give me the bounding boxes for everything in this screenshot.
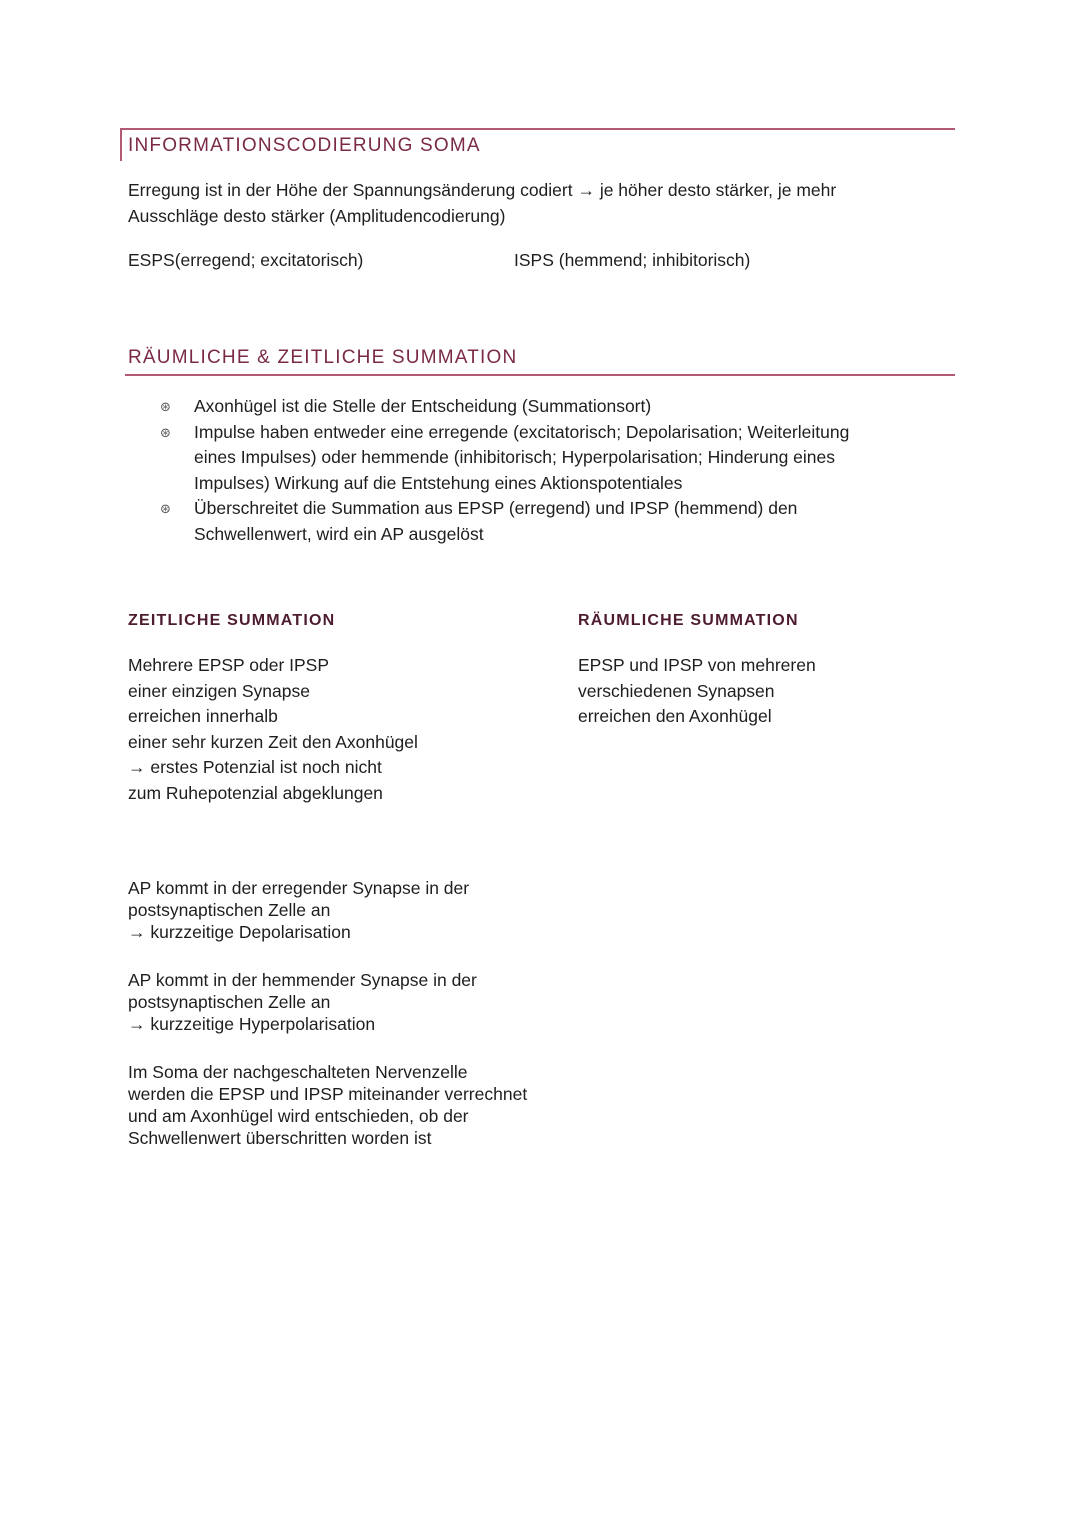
raeumliche-summation-heading: RÄUMLICHE SUMMATION [578, 612, 799, 629]
raeumliche-summation-text [578, 653, 816, 730]
section-heading-summation: RÄUMLICHE & ZEITLICHE SUMMATION [128, 347, 518, 368]
section-rule [120, 128, 955, 130]
list-item [160, 420, 960, 497]
text-line: EPSP und IPSP von mehreren [578, 655, 816, 675]
paragraph-line: Ausschläge desto stärker (Amplitudencodierung) [128, 205, 506, 226]
zeitliche-summation-heading: ZEITLICHE SUMMATION [128, 612, 336, 629]
text-line: verschiedenen Synapsen [578, 680, 775, 701]
bullet-line: Impulse haben entweder eine erregende (excitatorisch; Depolarisation; Weiterleitung [194, 421, 850, 442]
list-item [160, 496, 960, 547]
bullet-icon: ⊛ [160, 424, 171, 440]
text-line: postsynaptischen Zelle an [128, 992, 331, 1012]
note-hyperpolarisation [128, 969, 477, 1035]
text-line: AP kommt in der hemmender Synapse in der [128, 970, 477, 990]
text-line: postsynaptischen Zelle an [128, 900, 331, 920]
note-depolarisation [128, 877, 469, 943]
bullet-text [194, 496, 797, 547]
text-line: werden die EPSP und IPSP miteinander verrechnet [128, 1084, 528, 1104]
bullet-line: Überschreitet die Summation aus EPSP (erregend) und IPSP (hemmend) den [194, 498, 798, 518]
text-line: zum Ruhepotenzial abgeklungen [128, 782, 383, 803]
text-line: einer sehr kurzen Zeit den Axonhügel [128, 731, 418, 752]
zeitliche-summation-text [128, 653, 418, 806]
text-line: AP kommt in der erregender Synapse in der [128, 878, 470, 898]
bullet-icon: ⊛ [160, 399, 171, 414]
text-line: → kurzzeitige Hyperpolarisation [128, 1014, 376, 1034]
summation-bullet-list [160, 394, 960, 547]
esps-label: ESPS(erregend; excitatorisch) [128, 250, 364, 270]
bullet-line: Impulses) Wirkung auf die Entstehung eines Aktionspotentiales [194, 472, 683, 493]
text-line: Mehrere EPSP oder IPSP [128, 655, 330, 675]
list-item [160, 394, 960, 420]
bullet-line: eines Impulses) oder hemmende (inhibitorisch; Hyperpolarisation; Hinderung eines [194, 447, 836, 467]
text-line: einer einzigen Synapse [128, 680, 310, 701]
section-heading-informationscodierung: INFORMATIONSCODIERUNG SOMA [128, 135, 481, 156]
bullet-line: Schwellenwert, wird ein AP ausgelöst [194, 523, 484, 544]
text-line: erreichen den Axonhügel [578, 706, 772, 726]
text-line: Im Soma der nachgeschalteten Nervenzelle [128, 1062, 468, 1082]
text-line: → kurzzeitige Depolarisation [128, 922, 351, 942]
section-rule [125, 374, 955, 376]
text-line: Schwellenwert überschritten worden ist [128, 1128, 432, 1148]
text-line: → erstes Potenzial ist noch nicht [128, 757, 382, 777]
section-marker [120, 128, 122, 161]
isps-label: ISPS (hemmend; inhibitorisch) [514, 250, 751, 270]
text-line: und am Axonhügel wird entschieden, ob der [128, 1106, 469, 1126]
note-soma-verrechnung [128, 1061, 527, 1149]
bullet-line: Axonhügel ist die Stelle der Entscheidung (Summationsort) [194, 396, 652, 416]
bullet-text [194, 394, 651, 420]
amplitude-coding-paragraph [128, 178, 836, 229]
bullet-text [194, 420, 849, 497]
bullet-icon: ⊛ [160, 501, 171, 516]
paragraph-line: Erregung ist in der Höhe der Spannungsänderung codiert → je höher desto stärker, je mehr [128, 180, 837, 200]
text-line: erreichen innerhalb [128, 706, 278, 726]
